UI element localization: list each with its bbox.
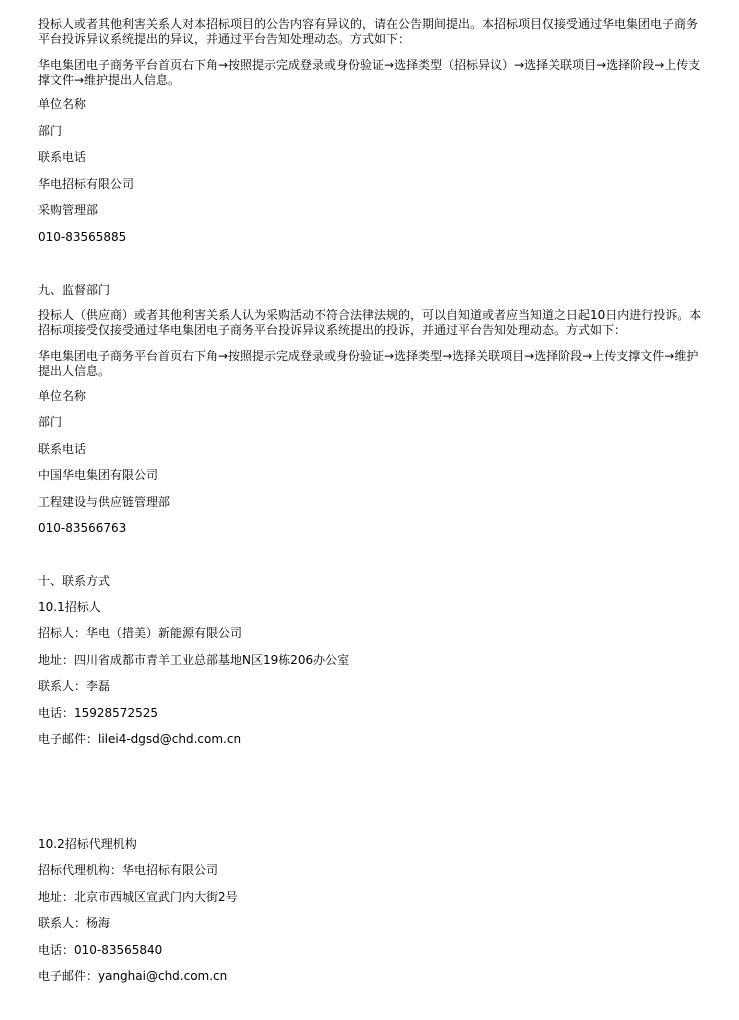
objection-intro: 投标人或者其他利害关系人对本招标项目的公告内容有异议的，请在公告期间提出。本招标项目仅接受通过华电集团电子商务平台投诉异议系统提出的异议，并通过平台告知处理动态。方式如下： bbox=[38, 17, 699, 46]
agency-phone: 电话：010-83565840 bbox=[38, 943, 163, 957]
supervision-phone: 010-83566763 bbox=[38, 521, 127, 535]
tenderer-heading: 10.1招标人 bbox=[38, 600, 101, 614]
objection-unit: 华电招标有限公司 bbox=[38, 177, 135, 191]
supervision-col-dept: 部门 bbox=[38, 415, 63, 429]
agency-email: 电子邮件：yanghai@chd.com.cn bbox=[38, 969, 228, 983]
agency-name: 招标代理机构：华电招标有限公司 bbox=[38, 863, 219, 877]
tenderer-phone: 电话：15928572525 bbox=[38, 706, 158, 720]
objection-col-dept: 部门 bbox=[38, 124, 63, 138]
supervision-process: 华电集团电子商务平台首页右下角→按照提示完成登录或身份验证→选择类型→选择关联项目→选择阶段→上传支撑文件→维护提出人信息。 bbox=[38, 349, 699, 378]
tenderer-name: 招标人：华电（措美）新能源有限公司 bbox=[38, 626, 243, 640]
agency-heading: 10.2招标代理机构 bbox=[38, 837, 137, 851]
supervision-heading: 九、监督部门 bbox=[38, 283, 111, 297]
objection-phone: 010-83565885 bbox=[38, 230, 127, 244]
agency-address: 地址：北京市西城区宣武门内大街2号 bbox=[38, 890, 238, 904]
supervision-unit: 中国华电集团有限公司 bbox=[38, 468, 159, 482]
contact-heading: 十、联系方式 bbox=[38, 574, 111, 588]
objection-col-unit: 单位名称 bbox=[38, 97, 87, 111]
tenderer-contact: 联系人：李磊 bbox=[38, 679, 111, 693]
objection-dept: 采购管理部 bbox=[38, 203, 99, 217]
agency-contact: 联系人：杨海 bbox=[38, 916, 111, 930]
objection-process: 华电集团电子商务平台首页右下角→按照提示完成登录或身份验证→选择类型（招标异议）→选择关联项目→选择阶段→上传支撑文件→维护提出人信息。 bbox=[38, 58, 701, 87]
tenderer-address: 地址：四川省成都市青羊工业总部基地N区19栋206办公室 bbox=[38, 653, 350, 667]
supervision-dept: 工程建设与供应链管理部 bbox=[38, 495, 171, 509]
supervision-intro: 投标人（供应商）或者其他利害关系人认为采购活动不符合法律法规的，可以自知道或者应当知道之日起10日内进行投诉。本招标项接受仅接受通过华电集团电子商务平台投诉异议系统提出的投诉，并通过平台告知处理动态。方式如下： bbox=[38, 308, 702, 337]
supervision-col-phone: 联系电话 bbox=[38, 442, 87, 456]
tenderer-email: 电子邮件：lilei4-dgsd@chd.com.cn bbox=[38, 732, 242, 746]
supervision-col-unit: 单位名称 bbox=[38, 389, 87, 403]
objection-col-phone: 联系电话 bbox=[38, 150, 87, 164]
